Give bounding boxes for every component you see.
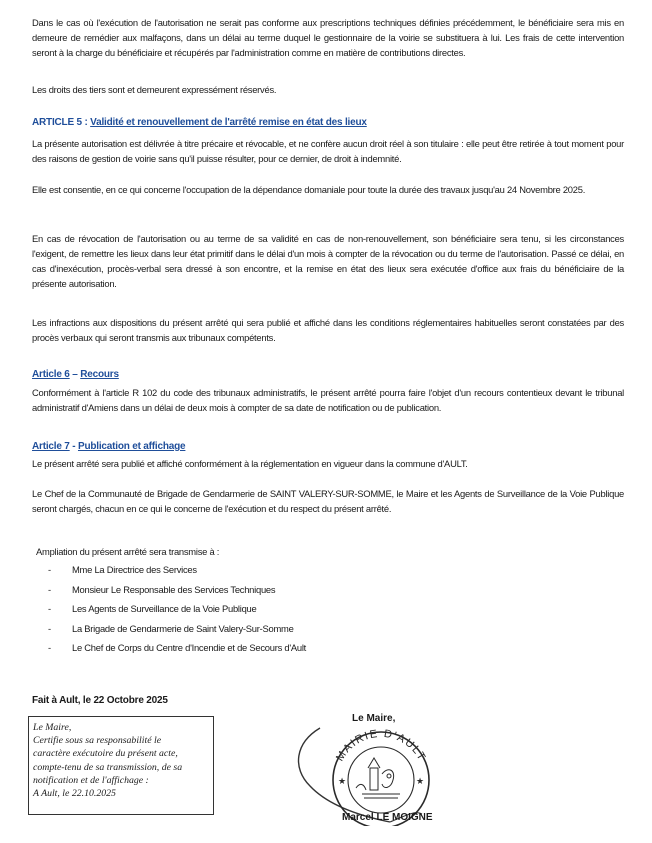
certification-line: A Ault, le 22.10.2025 <box>33 788 116 800</box>
town-hall-stamp <box>290 718 470 826</box>
recipient-list <box>48 560 306 658</box>
certification-line: caractère exécutoire du présent acte, <box>33 748 178 760</box>
certification-box <box>28 716 214 815</box>
signature-scribble <box>299 728 390 822</box>
certification-line: compte-tenu de sa transmission, de sa <box>33 761 183 773</box>
article-5-title: Validité et renouvellement de l'arrêté remise en état des lieux <box>90 117 367 128</box>
recipient-item: - Monsieur Le Responsable des Services Techniques <box>48 580 306 600</box>
article-7-paragraph-1: Le présent arrêté sera publié et affiché conformément à la réglementation en vigueur dans la commune d'AULT. <box>32 458 468 469</box>
signer-name: Marcel LE MOIGNE <box>342 812 433 823</box>
recipient-item: - Mme La Directrice des Services <box>48 560 306 580</box>
stamp-star-left-icon: ★ <box>338 776 347 786</box>
article-6-separator: – <box>69 369 81 380</box>
article-7-prefix: Article 7 <box>32 441 70 452</box>
third-party-rights-paragraph: Les droits des tiers sont et demeurent expressément réservés. <box>32 84 277 95</box>
mayor-label: Le Maire, <box>352 713 396 724</box>
intro-paragraph: Dans le cas où l'exécution de l'autorisation ne serait pas conforme aux prescriptions techniques définies précédemment, le bénéficiaire sera mis en demeure de remédier aux malfaçons, dans un délai au terme duquel le gestionnaire de la voirie se substituera à lui. Les frais de cette intervention seront à la charge du bénéficiaire et récupérés par l'administration comme en matière de contributions directes. <box>32 17 624 58</box>
article-5-paragraph-1: La présente autorisation est délivrée à titre précaire et révocable, et ne confère aucun droit réel à son titulaire : elle peut être retirée à tout moment pour des raisons de gestion de voirie sans qu'il puisse résulter, pour ce dernier, de droit à indemnité. <box>32 138 624 164</box>
certification-line: Le Maire, <box>33 722 72 733</box>
certification-line: notification et de l'affichage : <box>33 774 149 786</box>
recipient-item: - Les Agents de Surveillance de la Voie Publique <box>48 599 306 619</box>
stamp-text: MAIRIE D'AULT <box>333 727 429 764</box>
article-5-paragraph-2: Elle est consentie, en ce qui concerne l'occupation de la dépendance domaniale pour toute la durée des travaux jusqu'au 24 Novembre 2025. <box>32 184 586 195</box>
recipient-item: - La Brigade de Gendarmerie de Saint Valery-Sur-Somme <box>48 619 306 639</box>
article-7-paragraph-2: Le Chef de la Communauté de Brigade de Gendarmerie de SAINT VALERY-SUR-SOMME, le Maire et les Agents de Surveillance de la Voie Publique seront chargés, chacun en ce qui le concerne de l'exécution et du respect du présent arrêté. <box>32 488 624 514</box>
article-6-heading <box>32 368 119 382</box>
article-7-separator: - <box>69 441 78 452</box>
ampliation-intro: Ampliation du présent arrêté sera transmise à : <box>36 546 220 557</box>
article-6-title: Recours <box>80 369 119 380</box>
svg-text:MAIRIE D'AULT <box>334 728 428 764</box>
article-6-paragraph: Conformément à l'article R 102 du code des tribunaux administratifs, le présent arrêté pourra faire l'objet d'un recours contentieux devant le tribunal administratif d'Amiens dans un délai de deux mois à compter de sa date de notification ou de publication. <box>32 387 624 413</box>
article-5-prefix: ARTICLE 5 : <box>32 117 91 128</box>
article-6-prefix: Article 6 <box>32 369 70 380</box>
article-7-title: Publication et affichage <box>77 441 186 452</box>
article-5-paragraph-3: En cas de révocation de l'autorisation ou au terme de sa validité en cas de non-renouvellement, son bénéficiaire sera tenu, si les circonstances l'exigent, de remettre les lieux dans leur état primitif dans le délai d'un mois à compter de la révocation ou du terme de l'autorisation. Passé ce délai, en cas d'inexécution, procès-verbal sera dressé à son encontre, et la remise en état des lieux sera exécutée d'office aux frais du bénéficiaire de la présente autorisation. <box>32 233 624 289</box>
article-5-heading <box>32 116 367 130</box>
stamp-star-right-icon: ★ <box>416 776 425 786</box>
done-at-date: Fait à Ault, le 22 Octobre 2025 <box>32 695 168 706</box>
stamp-emblem-icon <box>356 758 400 798</box>
article-5-paragraph-4: Les infractions aux dispositions du présent arrêté qui sera publié et affiché dans les conditions réglementaires habituelles seront constatées par des procès verbaux qui seront transmis aux tribunaux compétents. <box>32 317 624 343</box>
recipient-item: - Le Chef de Corps du Centre d'Incendie et de Secours d'Ault <box>48 638 306 658</box>
article-7-heading <box>32 440 185 454</box>
certification-line: Certifie sous sa responsabilité le <box>33 735 162 747</box>
